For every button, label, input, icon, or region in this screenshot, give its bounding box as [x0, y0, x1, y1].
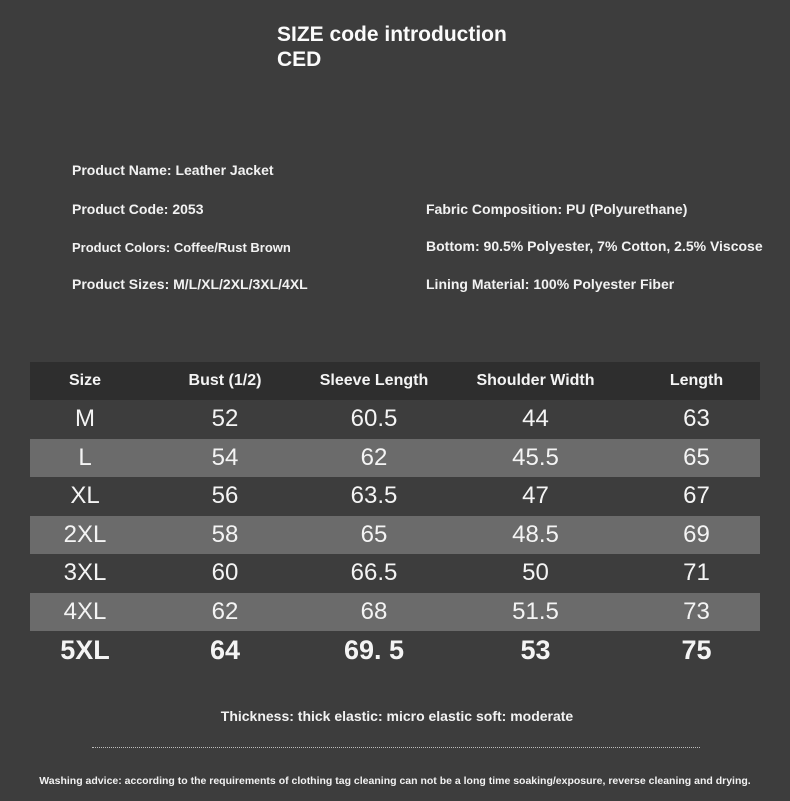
table-cell: 69: [683, 520, 710, 548]
header-bust: Bust (1/2): [188, 372, 262, 389]
table-cell: 63.5: [350, 482, 398, 510]
title-line-1: SIZE code introduction: [277, 23, 507, 46]
table-cell: 47: [522, 482, 549, 510]
table-cell: 51.5: [512, 597, 559, 625]
product-code: Product Code: 2053: [72, 201, 204, 217]
table-cell: 44: [522, 405, 549, 433]
table-cell: 65: [683, 443, 710, 471]
table-cell: XL: [70, 482, 100, 510]
table-cell: 62: [360, 443, 388, 471]
size-table: [30, 362, 760, 670]
table-row: [30, 554, 760, 593]
table-cell: 56: [211, 482, 239, 510]
header-sleeve-length: Sleeve Length: [319, 372, 429, 389]
table-row: [30, 593, 760, 632]
header-shoulder-width: Shoulder Width: [476, 372, 595, 389]
table-row: [30, 477, 760, 516]
fabric-composition: Fabric Composition: PU (Polyurethane): [426, 201, 688, 217]
title-line-2: CED: [277, 48, 322, 71]
table-cell: 75: [681, 634, 712, 665]
bottom-composition: Bottom: 90.5% Polyester, 7% Cotton, 2.5% Viscose: [426, 238, 763, 254]
table-cell: L: [78, 443, 92, 471]
table-cell: 71: [683, 559, 710, 587]
table-cell: 4XL: [63, 597, 107, 625]
table-row: [30, 439, 760, 478]
table-cell: 67: [683, 482, 710, 510]
table-cell: M: [75, 405, 95, 433]
table-cell: 65: [360, 520, 388, 548]
product-sizes: Product Sizes: M/L/XL/2XL/3XL/4XL: [72, 276, 308, 292]
washing-advice: Washing advice: according to the requirements of clothing tag cleaning can not be a long time soaking/exposure, reverse cleaning and drying.: [39, 775, 751, 787]
table-cell: 50: [522, 559, 549, 587]
table-cell: 66.5: [350, 559, 398, 587]
table-cell: 53: [520, 634, 551, 665]
table-cell: 48.5: [512, 520, 559, 548]
table-cell: 60.5: [350, 405, 398, 433]
table-row: [30, 400, 760, 439]
table-cell: 68: [360, 597, 388, 625]
lining-material: Lining Material: 100% Polyester Fiber: [426, 276, 675, 292]
table-row: [30, 631, 760, 670]
table-cell: 2XL: [63, 520, 107, 548]
table-cell: 62: [211, 597, 239, 625]
table-cell: 45.5: [512, 443, 559, 471]
table-cell: 52: [211, 405, 239, 433]
table-cell: 60: [211, 559, 239, 587]
thickness-note: Thickness: thick elastic: micro elastic soft: moderate: [220, 708, 574, 724]
table-header-row: [30, 362, 760, 400]
table-cell: 3XL: [63, 559, 107, 587]
table-row: [30, 516, 760, 555]
header-length: Length: [669, 372, 724, 389]
table-cell: 73: [683, 597, 710, 625]
table-cell: 54: [211, 443, 239, 471]
table-cell: 64: [209, 634, 241, 665]
page-title: [277, 22, 507, 72]
dotted-divider: [92, 747, 700, 748]
table-cell: 69. 5: [343, 634, 405, 665]
table-cell: 58: [211, 520, 239, 548]
product-name: Product Name: Leather Jacket: [72, 162, 274, 178]
header-size: Size: [68, 372, 101, 389]
table-cell: 63: [683, 405, 710, 433]
table-cell: 5XL: [60, 634, 110, 665]
product-colors: Product Colors: Coffee/Rust Brown: [72, 240, 291, 255]
